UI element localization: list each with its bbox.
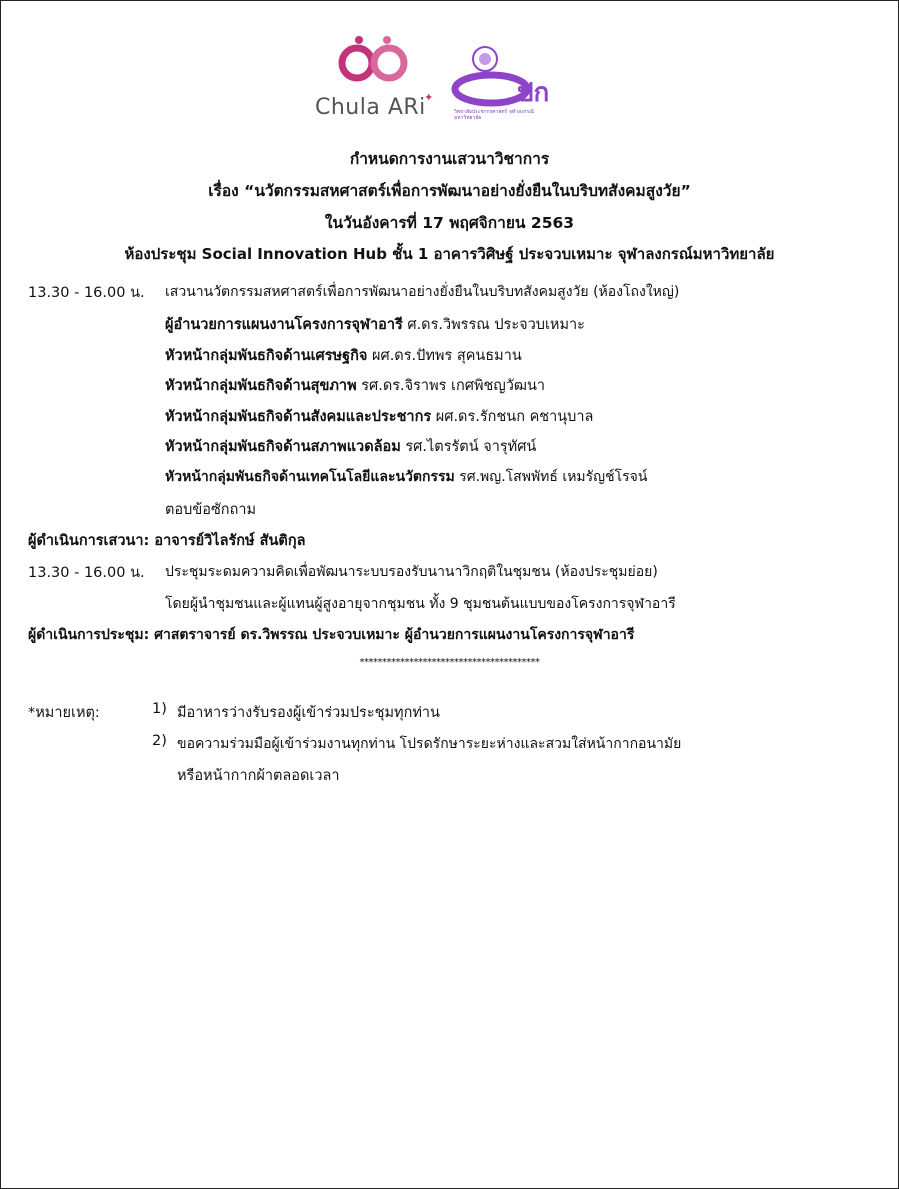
note-text: มีอาหารว่างรับรองผู้เข้าร่วมประชุมทุกท่าน — [177, 705, 440, 721]
speaker-row — [165, 374, 545, 397]
pk-text: ปก — [517, 78, 550, 108]
separator-line: **************************************** — [359, 657, 540, 668]
population-studies-logo — [451, 41, 566, 131]
event-venue: ห้องประชุม Social Innovation Hub ชั้น 1 อาคารวิศิษฐ์ ประจวบเหมาะ จุฬาลงกรณ์มหาวิทยาลัย — [124, 245, 775, 263]
session2-time: 13.30 - 16.00 น. — [28, 565, 145, 581]
speaker-role: หัวหน้ากลุ่มพันธกิจด้านสภาพแวดล้อม — [165, 439, 401, 455]
moderator-2: ผู้ดำเนินการประชุม: ศาสตราจารย์ ดร.วิพรรณ ประจวบเหมาะ ผู้อำนวยการแผนงานโครงการจุฬาอารี — [28, 627, 635, 643]
chula-ari-wordmark — [315, 91, 434, 120]
topic-title: เรื่อง “นวัตกรรมสหศาสตร์เพื่อการพัฒนาอย่างยั่งยืนในบริบทสังคมสูงวัย” — [208, 182, 691, 200]
note-number: 1) — [152, 701, 167, 717]
chula-ari-logo — [313, 33, 443, 125]
sparkle-icon: ✦ — [424, 91, 434, 104]
note-text: ขอความร่วมมือผู้เข้าร่วมงานทุกท่าน โปรดรักษาระยะห่างและสวมใส่หน้ากากอนามัย — [177, 736, 682, 752]
speaker-row — [165, 466, 647, 488]
speaker-role: หัวหน้ากลุ่มพันธกิจด้านเศรษฐกิจ — [165, 348, 368, 364]
speaker-row — [165, 313, 585, 336]
session2-line1: ประชุมระดมความคิดเพื่อพัฒนาระบบรองรับนานาวิกฤติในชุมชน (ห้องประชุมย่อย) — [165, 564, 658, 580]
notes-label: *หมายเหตุ: — [28, 705, 100, 721]
population-studies-caption: วิทยาลัยประชากรศาสตร์ จุฬาลงกรณ์มหาวิทยาลัย — [454, 109, 534, 121]
speaker-name: ผศ.ดร.รักชนก คชานุบาล — [431, 409, 594, 425]
speaker-name: รศ.พญ.โสพพัทธ์ เหมรัญช์โรจน์ — [454, 469, 648, 485]
population-studies-mark-icon — [451, 41, 566, 111]
speaker-role: หัวหน้ากลุ่มพันธกิจด้านสังคมและประชากร — [165, 409, 432, 425]
chula-ari-text: Chula ARi — [315, 95, 426, 120]
speaker-row — [165, 435, 536, 458]
speaker-role: หัวหน้ากลุ่มพันธกิจด้านเทคโนโลยีและนวัตกรรม — [165, 469, 455, 485]
chula-ari-mark-icon — [337, 33, 413, 89]
schedule-title: กำหนดการงานเสวนาวิชาการ — [349, 150, 550, 168]
speaker-role: ผู้อำนวยการแผนงานโครงการจุฬาอารี — [165, 317, 403, 333]
session1-time: 13.30 - 16.00 น. — [28, 285, 145, 301]
speaker-name: รศ.ไตรรัตน์ จารุทัศน์ — [400, 439, 537, 455]
note-number: 2) — [152, 733, 167, 749]
speaker-name: ศ.ดร.วิพรรณ ประจวบเหมาะ — [402, 317, 585, 333]
speaker-role: หัวหน้ากลุ่มพันธกิจด้านสุขภาพ — [165, 378, 357, 394]
speaker-row — [165, 344, 522, 367]
speaker-name: ผศ.ดร.ปัทพร สุคนธมาน — [367, 348, 522, 364]
session1-title: เสวนานวัตกรรมสหศาสตร์เพื่อการพัฒนาอย่างยั่งยืนในบริบทสังคมสูงวัย (ห้องโถงใหญ่) — [165, 284, 680, 300]
note-text-continued: หรือหน้ากากผ้าตลอดเวลา — [177, 768, 340, 784]
speaker-name: รศ.ดร.จิราพร เกศพิชญวัฒนา — [356, 378, 546, 394]
event-date: ในวันอังคารที่ 17 พฤศจิกายน 2563 — [324, 214, 575, 232]
moderator-1: ผู้ดำเนินการเสวนา: อาจารย์วิไลรักษ์ สันติกุล — [28, 533, 306, 549]
session2-line2: โดยผู้นำชุมชนและผู้แทนผู้สูงอายุจากชุมชน ทั้ง 9 ชุมชนต้นแบบของโครงการจุฬาอารี — [165, 596, 676, 612]
qa-session: ตอบข้อซักถาม — [165, 502, 257, 518]
speaker-row — [165, 405, 593, 428]
